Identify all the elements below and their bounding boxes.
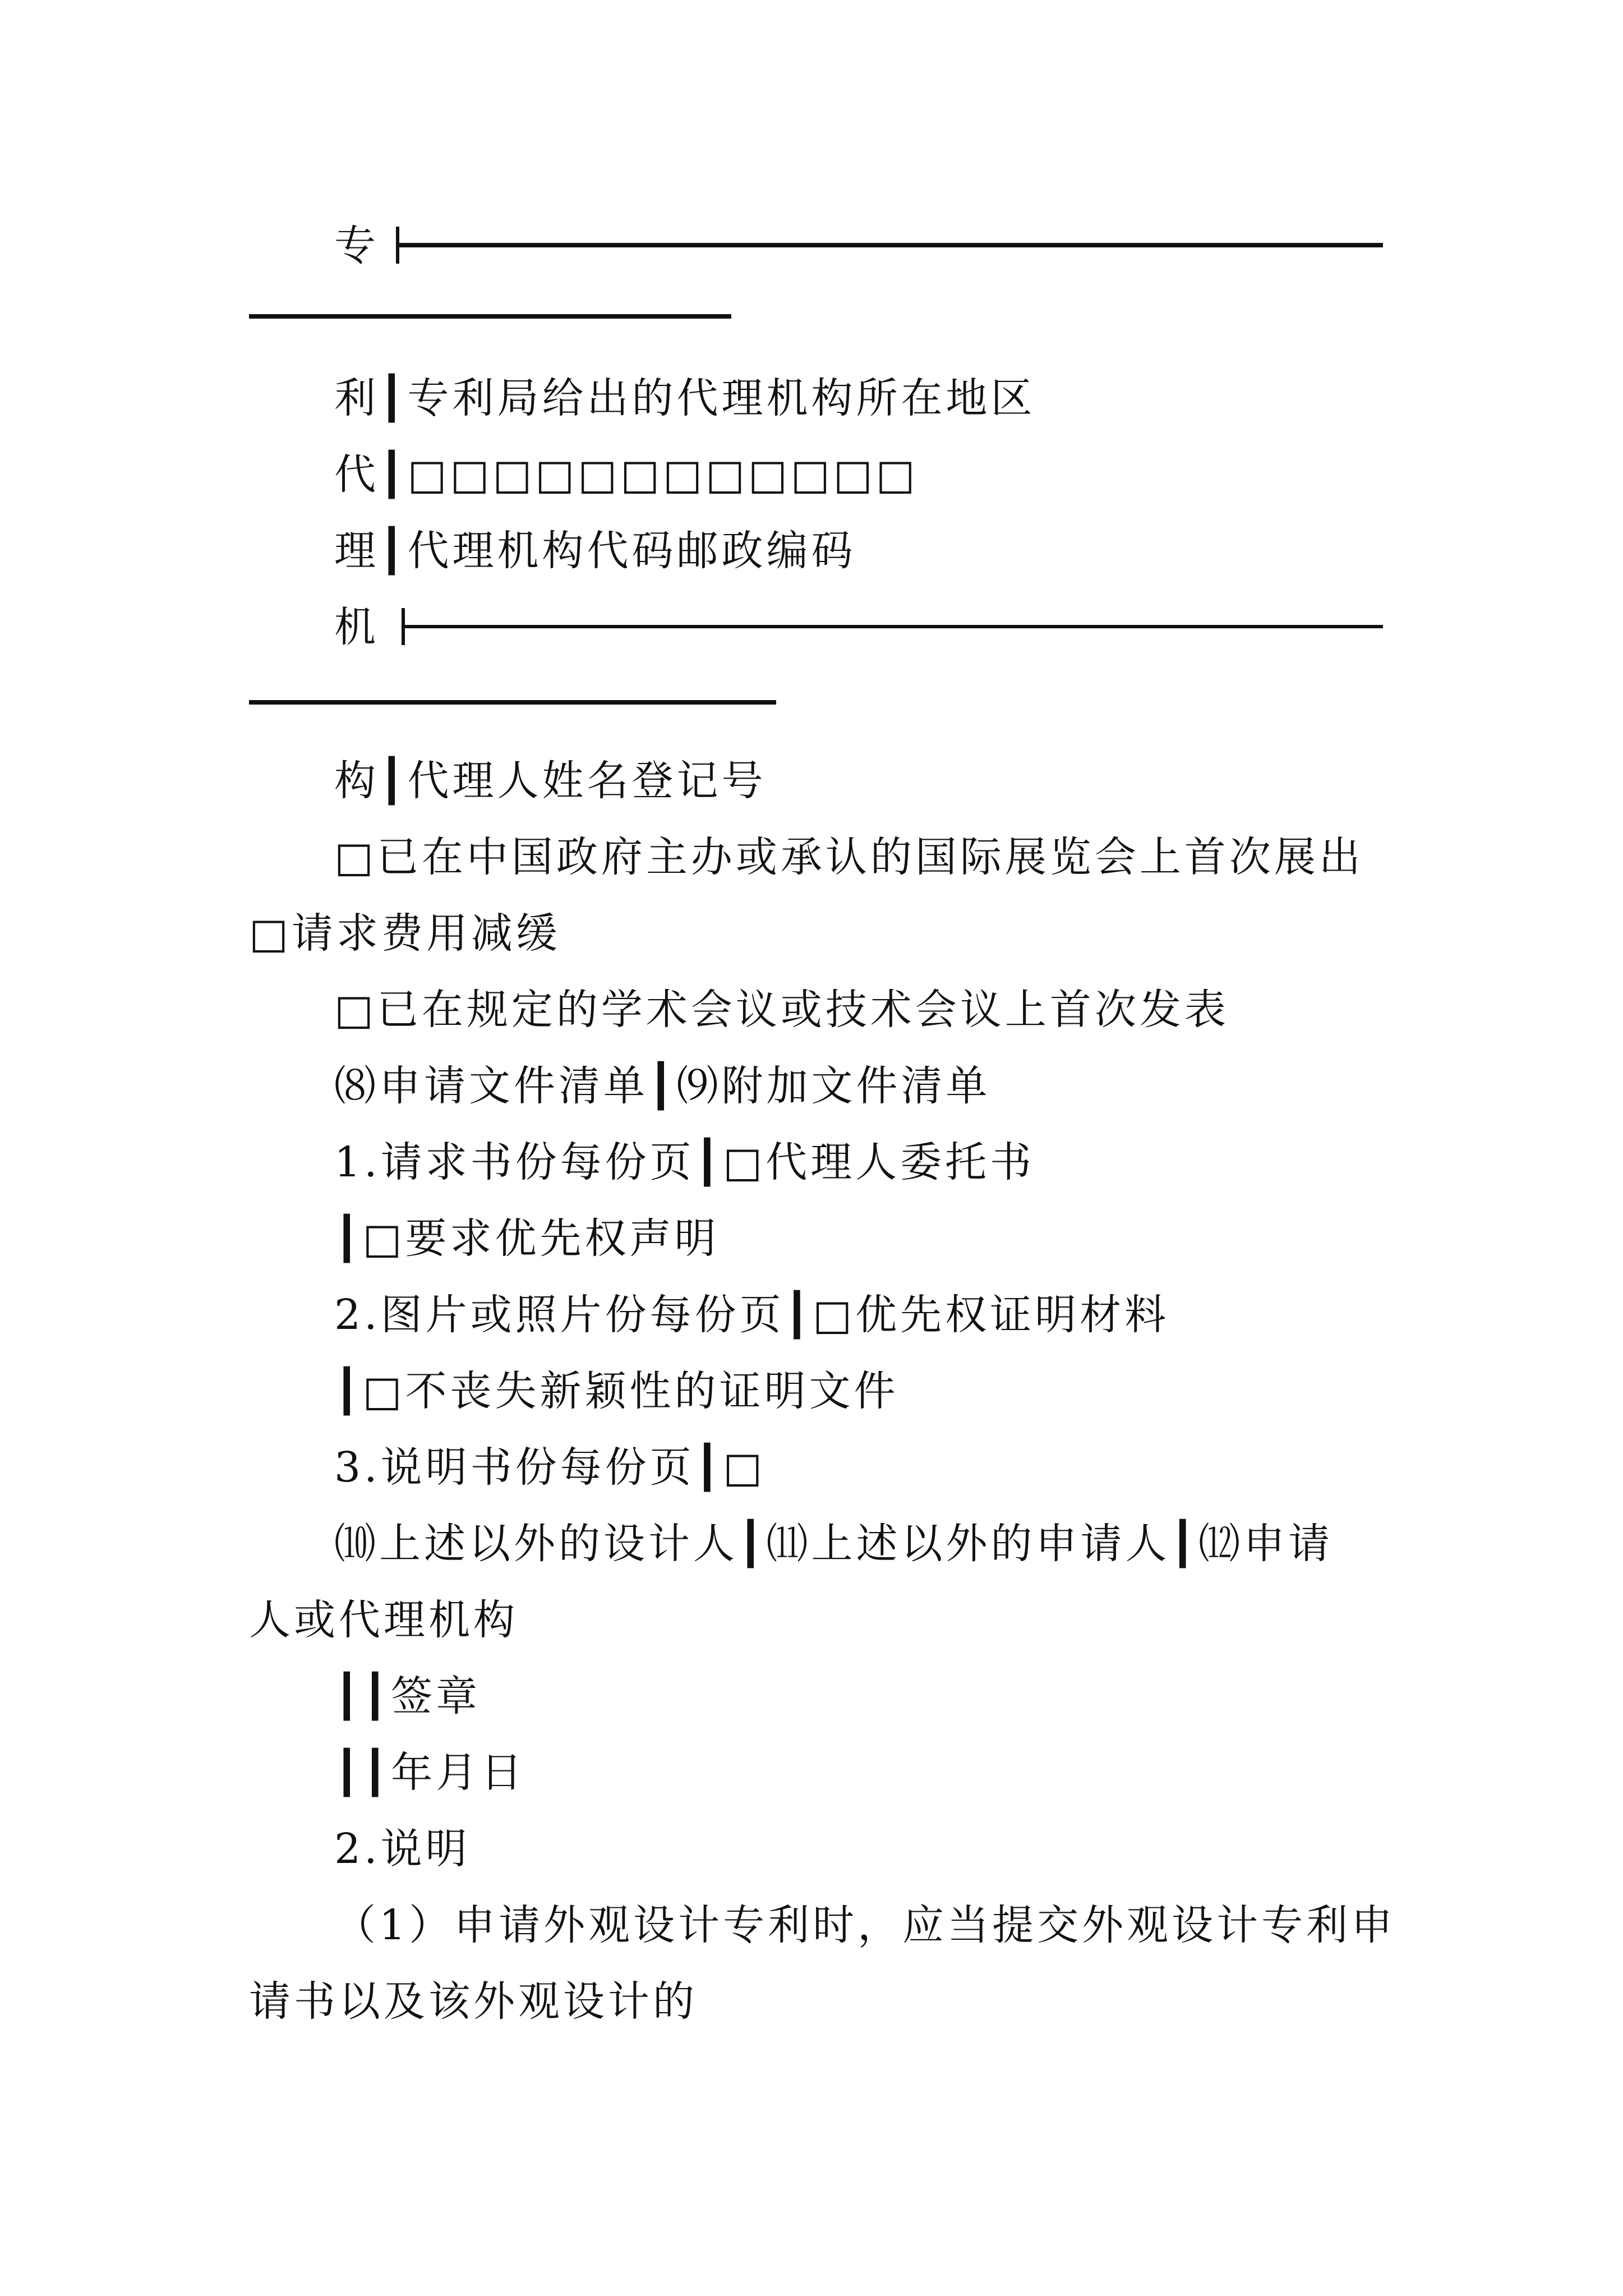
table-rule xyxy=(396,243,1383,247)
form-row-agency-region: 利┃专利局给出的代理机构所在地区 xyxy=(334,374,1036,422)
table-rule xyxy=(249,314,731,319)
form-row-zhuan: 专 xyxy=(334,222,379,270)
table-rule xyxy=(402,625,1383,628)
paragraph-line: （1）申请外观设计专利时，应当提交外观设计专利申 xyxy=(334,1901,1396,1949)
section-heading: 2.说明 xyxy=(334,1825,471,1873)
checkbox-exhibition: □已在中国政府主办或承认的国际展览会上首次展出 xyxy=(334,833,1364,881)
checkbox-academic-meeting: □已在规定的学术会议或技术会议上首次发表 xyxy=(334,986,1229,1034)
file-list-row-1: 1.请求书份每份页┃□代理人委托书 xyxy=(334,1138,1035,1186)
file-list-row-priority-statement: ┃□要求优先权声明 xyxy=(334,1214,720,1263)
file-list-row-novelty-proof: ┃□不丧失新颖性的证明文件 xyxy=(334,1367,899,1415)
form-row-agent-name: 构┃代理人姓名登记号 xyxy=(334,757,767,805)
checkbox-fee-reduction: □请求费用减缓 xyxy=(249,909,561,958)
form-row-agency-code-boxes: 代┃□□□□□□□□□□□□ xyxy=(334,450,919,499)
form-row-ji: 机 xyxy=(334,603,379,651)
file-list-header: ⑻申请文件清单┃⑼附加文件清单 xyxy=(334,1062,991,1110)
signature-header: ⑽上述以外的设计人┃⑾上述以外的申请人┃⑿申请 xyxy=(334,1520,1334,1568)
signature-header-continued: 人或代理机构 xyxy=(249,1596,518,1644)
signature-seal-row: ┃┃签章 xyxy=(334,1672,481,1720)
form-row-agency-postcode: 理┃代理机构代码邮政编码 xyxy=(334,527,856,575)
signature-date-row: ┃┃年月日 xyxy=(334,1749,526,1797)
paragraph-line: 请书以及该外观设计的 xyxy=(249,1977,698,2026)
file-list-row-3: 3.说明书份每份页┃□ xyxy=(334,1443,766,1492)
table-rule xyxy=(249,700,776,705)
file-list-row-2: 2.图片或照片份每份页┃□优先权证明材料 xyxy=(334,1291,1170,1339)
